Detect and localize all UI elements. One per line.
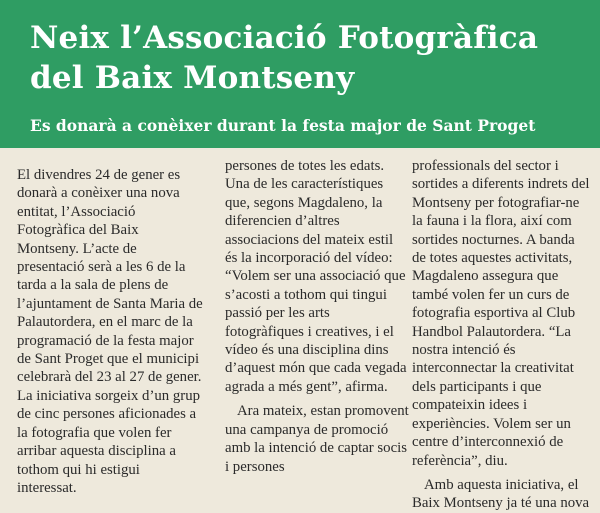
text-column-2 <box>225 157 409 476</box>
headline-banner <box>0 0 600 148</box>
article-title: Neix l’Associació Fotogràfica del Baix Montseny <box>30 20 539 96</box>
column-2-paragraph-1: persones de totes les edats. Una de les característiques que, segons Magdaleno, la diferencien d’altres associacions del mateix estil és la incorporació del vídeo: “Volem ser una associació que s’acosti a tothom qui tingui passió per les arts fotogràfiques i creatives, i el vídeo és una disciplina dins d’aquest món que cada vegada agrada a més gent”, afirma. <box>225 158 407 395</box>
column-1-paragraph-1: El divendres 24 de gener es donarà a conèixer una nova entitat, l’Associació Fotogràfica del Baix Montseny. L’acte de presentació serà a les 6 de la tarda a la sala de plens de l’ajuntament de Santa Maria de Palautordera, en el marc de la programació de la festa major de Sant Proget que el municipi celebrarà del 23 al 27 de gener. La iniciativa sorgeix d’un grup de cinc persones aficionades a la fotografia que volen fer arribar aquesta disciplina a tothom qui hi estigui interessat. <box>17 167 203 496</box>
article-subtitle: Es donarà a conèixer durant la festa major de Sant Proget <box>30 116 536 135</box>
column-3-paragraph-1: professionals del sector i sortides a diferents indrets del Montseny per fotografiar-ne la fauna i la flora, així com sortides nocturnes. A banda de totes aquestes activitats, Magdaleno assegura que també volen fer un curs de fotografia esportiva al Club Handbol Palautordera. “La nostra intenció és interconnectar la creativitat dels participants i que compateixin idees i experiències. Volem ser un centre d’interconnexió de referència”, diu. <box>412 158 590 469</box>
column-2-paragraph-2: Ara mateix, estan promovent una campanya de promoció amb la intenció de captar socis i persones <box>225 403 409 475</box>
column-3-paragraph-2: Amb aquesta iniciativa, el Baix Montseny ja té una nova <box>412 476 590 512</box>
text-column-1 <box>17 166 203 497</box>
text-column-3 <box>412 157 592 513</box>
